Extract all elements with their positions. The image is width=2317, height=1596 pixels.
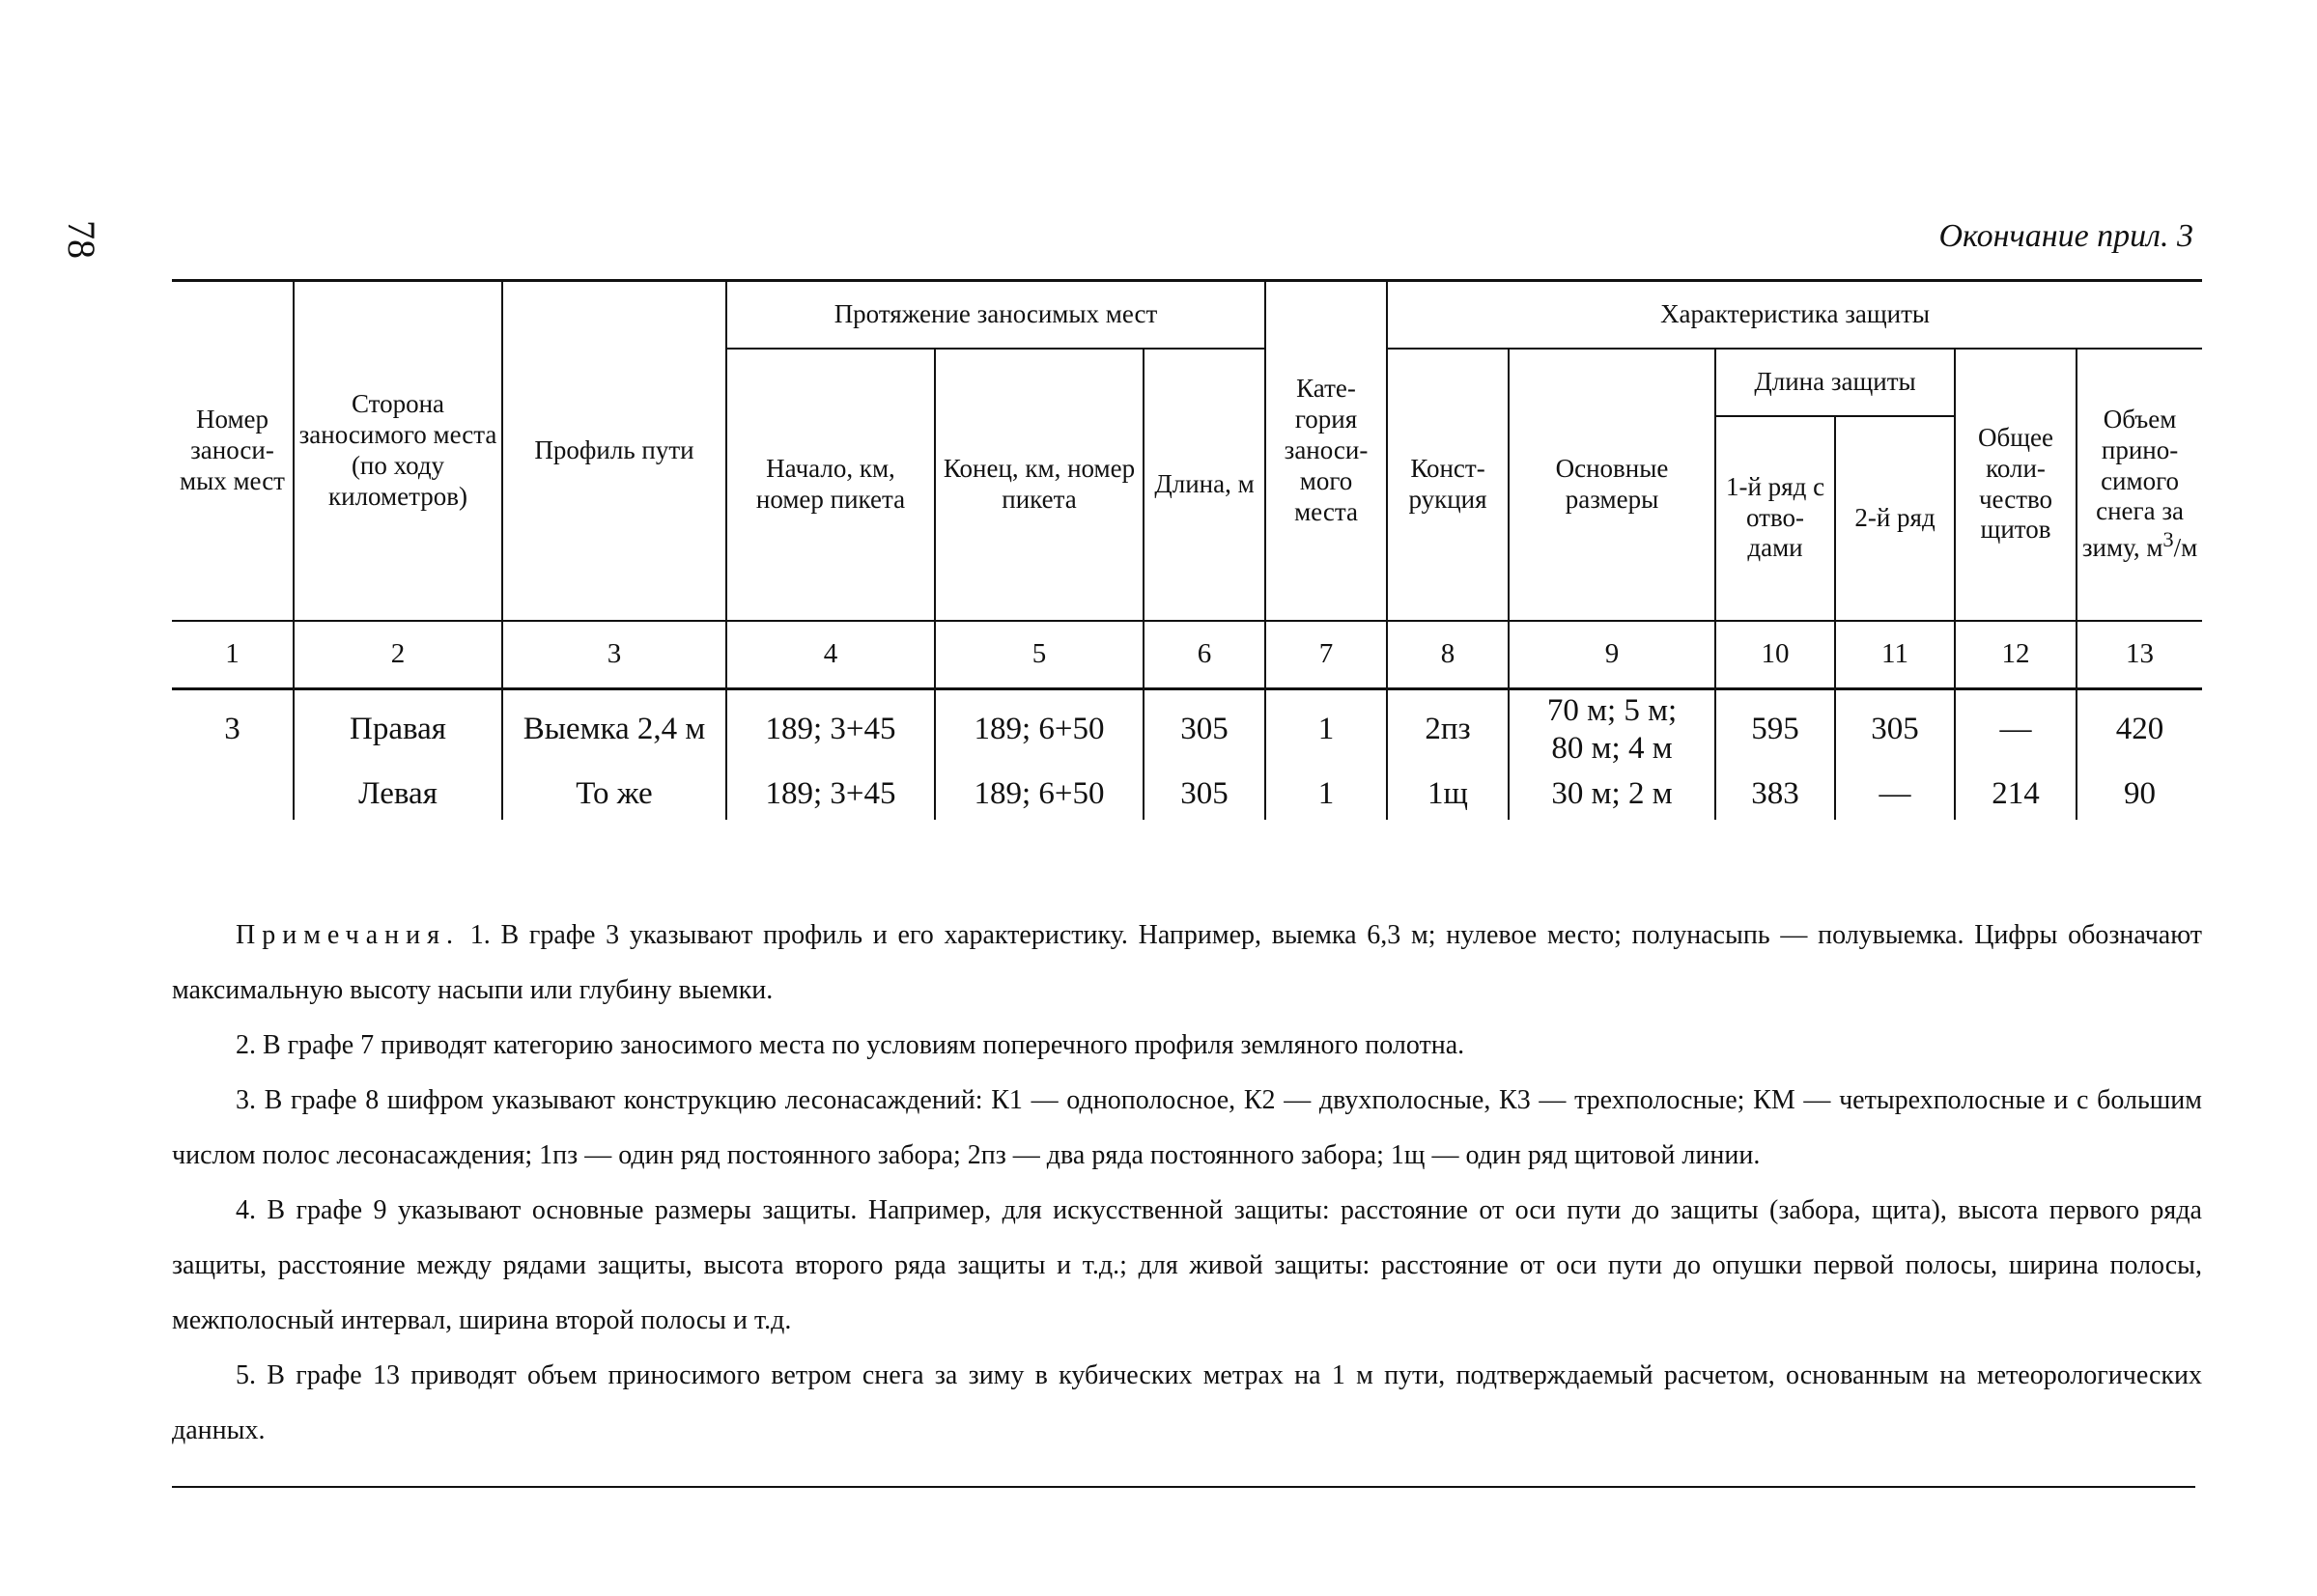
cell-length: 305 — [1144, 770, 1265, 820]
cell-side: Левая — [294, 770, 502, 820]
header-group-extent: Протяжение заносимых мест — [726, 281, 1265, 349]
header-track-profile: Профиль пути — [502, 281, 726, 621]
header-snow-volume-unit: /м — [2173, 533, 2198, 563]
cell-length: 305 — [1144, 688, 1265, 770]
cell-number — [172, 770, 294, 820]
header-snow-volume-text: Объем прино-симого снега за зиму, м — [2081, 404, 2184, 563]
column-number: 7 — [1265, 621, 1387, 689]
column-number: 5 — [935, 621, 1144, 689]
snow-protection-table — [172, 279, 2202, 820]
appendix-caption: Окончание прил. 3 — [1938, 218, 2193, 254]
header-group-protection-length: Длина защиты — [1715, 349, 1955, 416]
cell-shield-count: 214 — [1955, 770, 2077, 820]
header-construction: Конст-рукция — [1387, 349, 1509, 621]
cell-end: 189; 6+50 — [935, 770, 1144, 820]
page-number: 78 — [60, 220, 103, 259]
cell-profile: Выемка 2,4 м — [502, 688, 726, 770]
note-2: 2. В графе 7 приводят категорию заносимого места по условиям поперечного профиля земляного полотна. — [236, 1030, 1465, 1060]
cell-snow-volume: 420 — [2077, 688, 2202, 770]
cell-shield-count: — — [1955, 688, 2077, 770]
header-snow-volume — [2077, 349, 2202, 621]
cell-side: Правая — [294, 688, 502, 770]
cell-second-row: — — [1835, 770, 1955, 820]
cell-start: 189; 3+45 — [726, 770, 935, 820]
header-start: Начало, км, номер пикета — [726, 349, 935, 621]
cell-dimensions-line: 80 м; 4 м — [1551, 730, 1673, 766]
column-number: 13 — [2077, 621, 2202, 689]
column-number: 11 — [1835, 621, 1955, 689]
column-number: 3 — [502, 621, 726, 689]
cell-dimensions-line: 70 м; 5 м; — [1546, 692, 1678, 728]
cell-dimensions-line: 30 м; 2 м — [1551, 776, 1673, 812]
cell-first-row: 595 — [1715, 688, 1835, 770]
cell-category: 1 — [1265, 770, 1387, 820]
column-number: 1 — [172, 621, 294, 689]
cell-dimensions — [1509, 770, 1715, 820]
cell-number: 3 — [224, 712, 240, 747]
header-row-number: Номер заноси-мых мест — [172, 281, 294, 621]
header-snow-volume-sup: 3 — [2162, 527, 2174, 552]
column-number: 2 — [294, 621, 502, 689]
column-number: 10 — [1715, 621, 1835, 689]
header-side: Сторона заносимого места (по ходу километров) — [294, 281, 502, 621]
notes-section — [172, 908, 2202, 1458]
cell-construction: 2пз — [1387, 688, 1509, 770]
note-1-text: 1. В графе 3 указывают профиль и его характеристику. Например, выемка 6,3 м; нулевое место; полунасыпь — полувыемка. Цифры обозначают максимальную высоту насыпи или глубину выемки. — [172, 920, 2202, 1005]
header-category: Кате-гория заноси-мого места — [1265, 281, 1387, 621]
header-length: Длина, м — [1144, 349, 1265, 621]
bottom-rule — [172, 1486, 2195, 1488]
note-5: 5. В графе 13 приводят объем приносимого ветром снега за зиму в кубических метрах на 1 м пути, подтверждаемый расчетом, основанным на метеорологических данных. — [172, 1360, 2202, 1445]
table-row — [172, 770, 2202, 820]
header-main-dimensions: Основные размеры — [1509, 349, 1715, 621]
cell-profile: То же — [502, 770, 726, 820]
column-number: 4 — [726, 621, 935, 689]
table-row — [172, 688, 2202, 770]
cell-category: 1 — [1265, 688, 1387, 770]
note-3: 3. В графе 8 шифром указывают конструкцию лесонасаждений: К1 — однополосное, К2 — двухполосные, К3 — трехполосные; КМ — четырехполосные и с большим числом полос лесонасаждения; 1пз — один ряд постоянного забора; 2пз — два ряда постоянного забора; 1щ — один ряд щитовой линии. — [172, 1085, 2202, 1170]
cell-first-row: 383 — [1715, 770, 1835, 820]
column-number: 9 — [1509, 621, 1715, 689]
cell-end: 189; 6+50 — [935, 688, 1144, 770]
column-number: 8 — [1387, 621, 1509, 689]
header-first-row: 1-й ряд с отво-дами — [1715, 416, 1835, 621]
note-4: 4. В графе 9 указывают основные размеры защиты. Например, для искусственной защиты: расстояние от оси пути до защиты (забора, щита), высота первого ряда защиты, расстояние между рядами защиты, высота второго ряда защиты и т.д.; для живой защиты: расстояние от оси пути до опушки первой полосы, ширина полосы, межполосный интервал, ширина второй полосы и т.д. — [172, 1195, 2202, 1335]
header-group-protection: Характеристика защиты — [1387, 281, 2202, 349]
column-number: 12 — [1955, 621, 2077, 689]
header-second-row: 2-й ряд — [1835, 416, 1955, 621]
cell-construction: 1щ — [1387, 770, 1509, 820]
cell-second-row: 305 — [1835, 688, 1955, 770]
note-1 — [172, 908, 2202, 1018]
header-shield-count: Общее коли-чество щитов — [1955, 349, 2077, 621]
cell-start: 189; 3+45 — [726, 688, 935, 770]
cell-snow-volume: 90 — [2077, 770, 2202, 820]
cell-dimensions — [1509, 688, 1715, 770]
header-end: Конец, км, номер пикета — [935, 349, 1144, 621]
column-number: 6 — [1144, 621, 1265, 689]
notes-label: Примечания. — [236, 920, 461, 950]
